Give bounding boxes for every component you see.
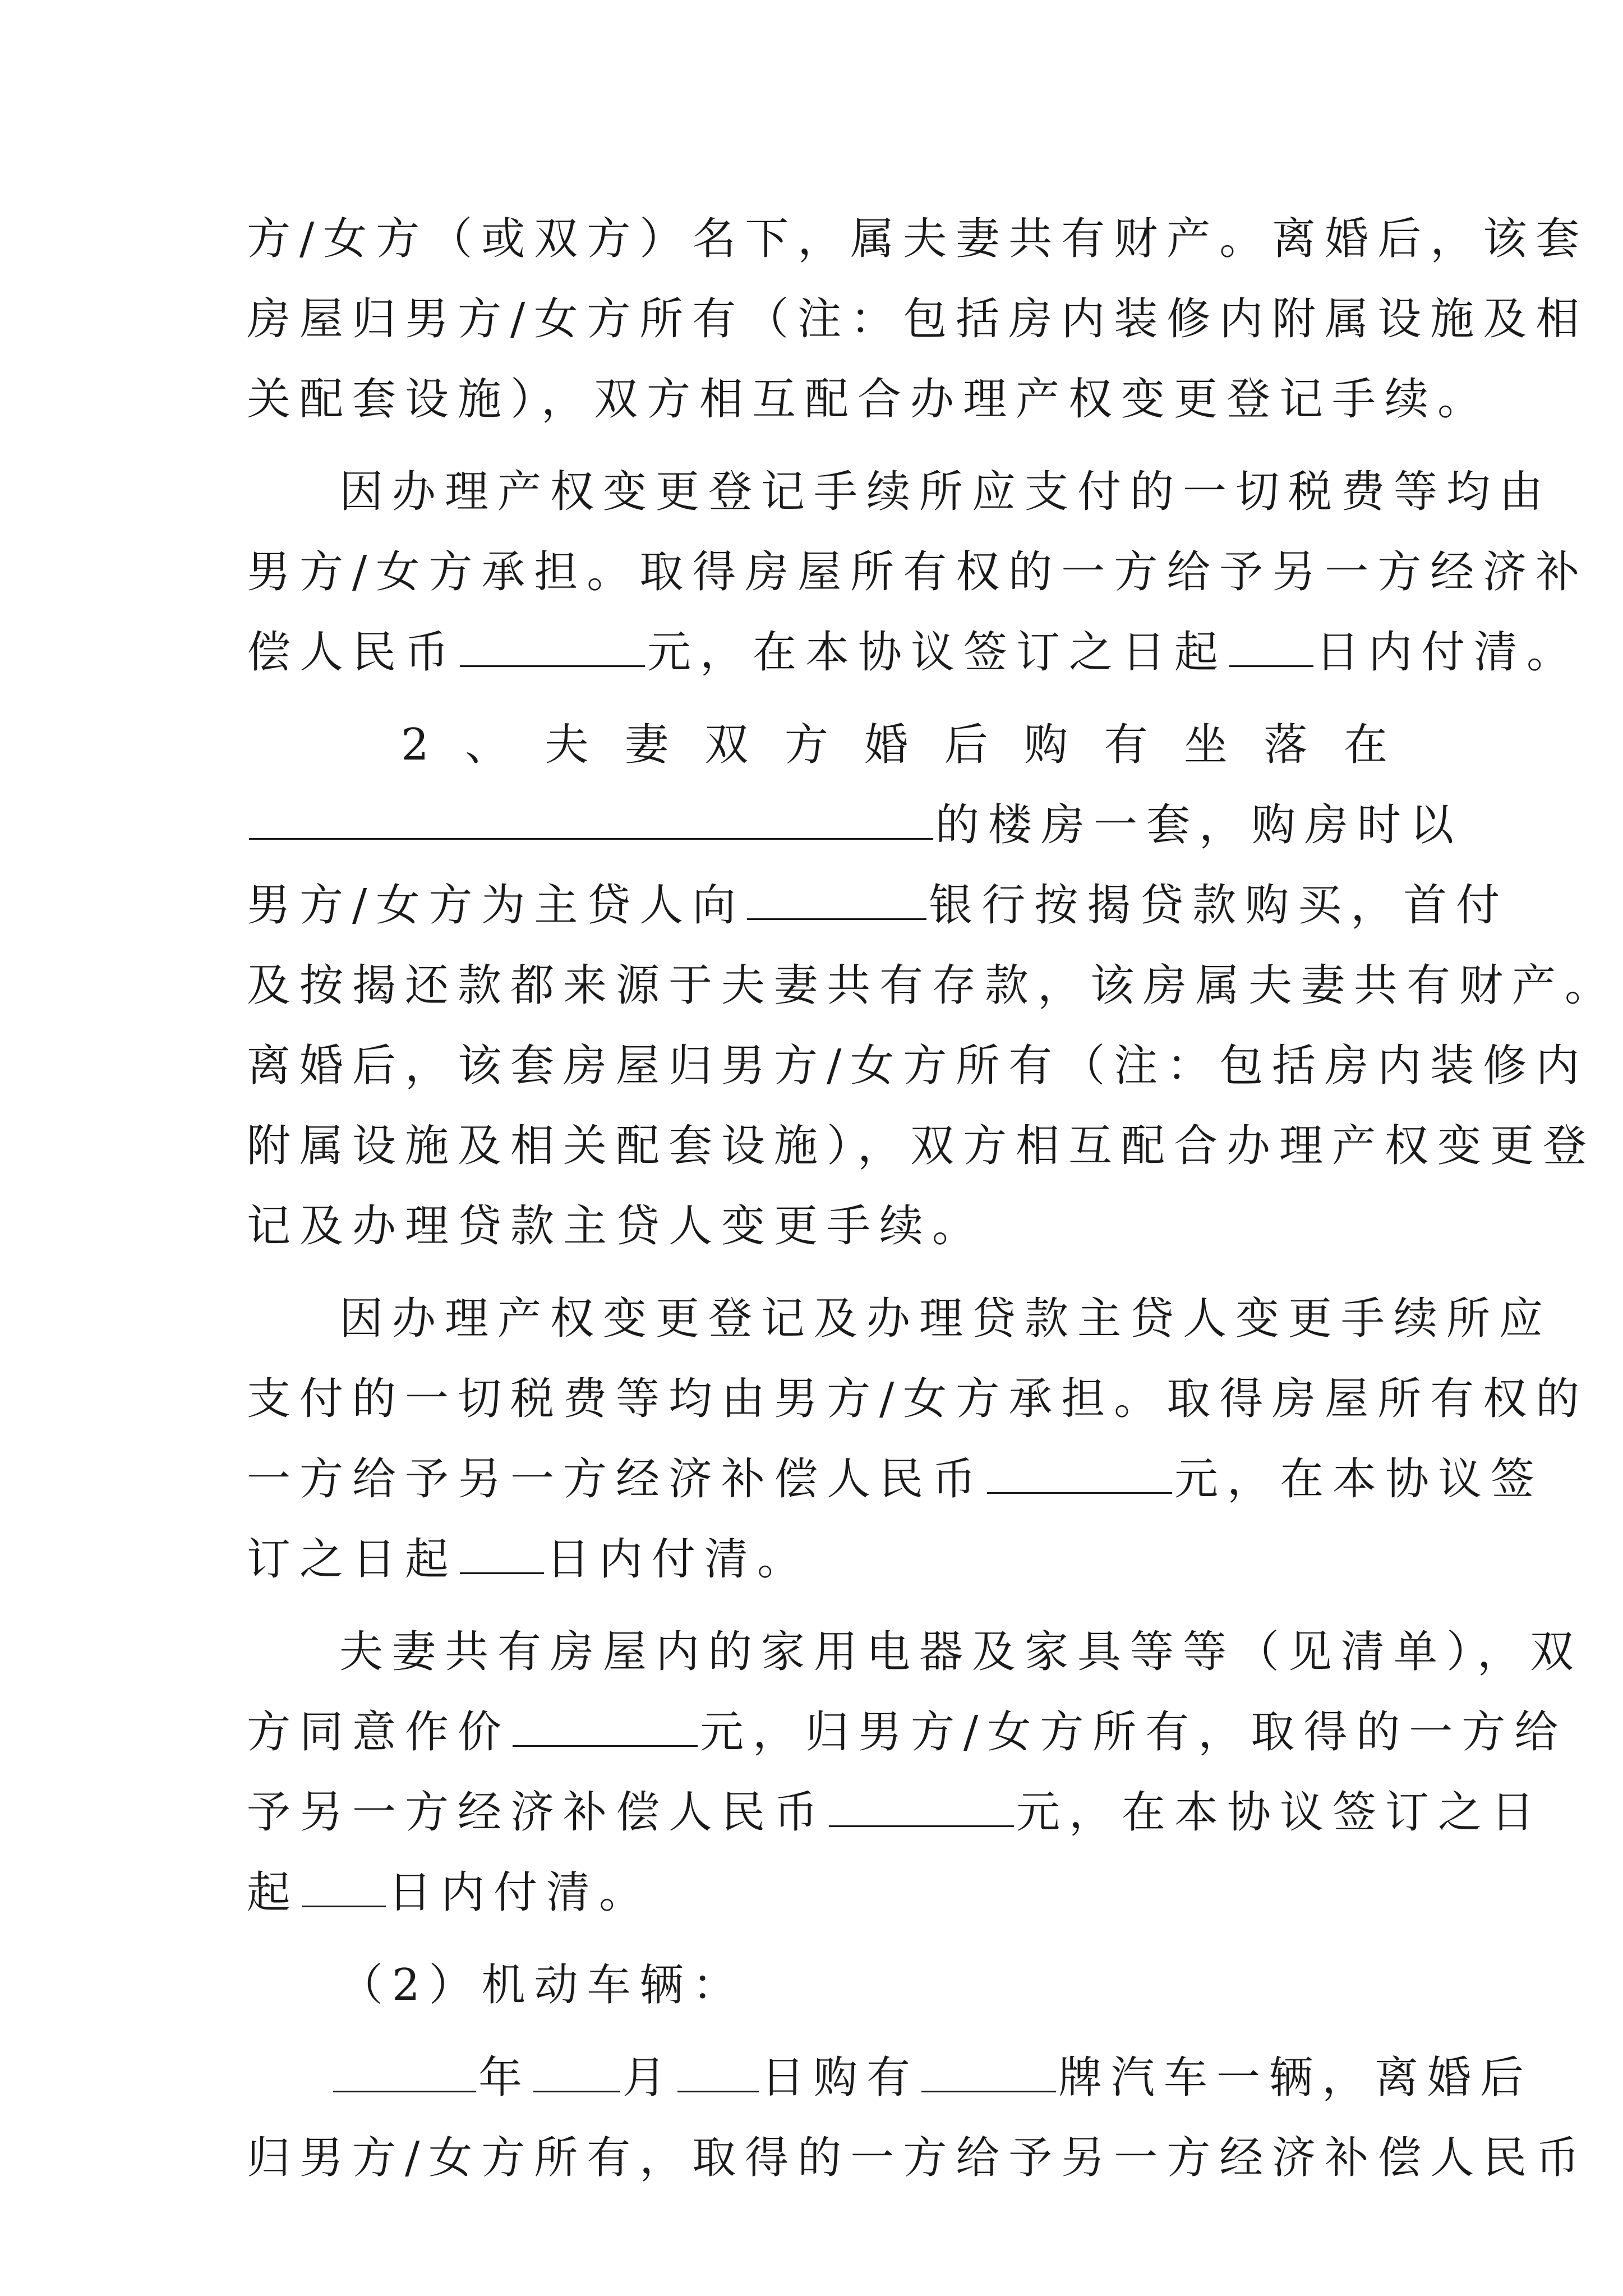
text-segment: 的楼房一套，购房时以 (935, 800, 1463, 850)
bank-blank (747, 879, 926, 920)
text-segment: 元，在本协议签 (1174, 1454, 1544, 1504)
text-segment: 日内付清。 (546, 1534, 810, 1585)
text-segment: 予另一方经济补偿人民币 (247, 1787, 827, 1838)
char: 购 (1024, 720, 1077, 770)
price-blank (513, 1706, 698, 1747)
text-line: 方/女方（或双方）名下，属夫妻共有财产。离婚后，该套 (247, 214, 1589, 264)
text-line: 夫妻共有房屋内的家用电器及家具等等（见清单），双 (339, 1627, 1583, 1677)
paragraph-appliances (247, 1612, 1583, 1933)
text-segment: 男方/女方为主贷人向 (247, 880, 745, 931)
paragraph-mortgage-house (247, 705, 1618, 1267)
text-line: 因办理产权变更登记手续所应支付的一切税费等均由 (339, 467, 1552, 517)
month-blank (533, 2051, 620, 2092)
text-segment: 日内付清。 (388, 1867, 652, 1918)
text-segment: 牌汽车一辆，离婚后 (1058, 2053, 1533, 2103)
days-blank (1229, 626, 1313, 667)
char: 婚 (864, 720, 917, 770)
text-segment: 起 (247, 1867, 300, 1918)
paragraph-tax-fees (247, 452, 1589, 693)
char: 、 (465, 720, 518, 770)
text-line: 及按揭还款都来源于夫妻共有存款，该房属夫妻共有财产。 (247, 960, 1618, 1011)
text-line: 男方/女方承担。取得房屋所有权的一方给予另一方经济补 (247, 547, 1589, 597)
text-line: 附属设施及相关配套设施），双方相互配合办理产权变更登 (247, 1121, 1596, 1171)
char: 夫 (545, 720, 598, 770)
text-line: 关配套设施），双方相互配合办理产权变更登记手续。 (247, 374, 1491, 425)
text-segment: 订之日起 (247, 1534, 458, 1585)
text-line (247, 1853, 1396, 1933)
char: 方 (784, 720, 837, 770)
text-line (247, 1439, 1544, 1520)
day-blank (677, 2051, 759, 2092)
char: 后 (944, 720, 997, 770)
address-blank (249, 799, 933, 840)
char: 坐 (1184, 720, 1237, 770)
text-segment: 元，归男方/女方所有，取得的一方给 (700, 1707, 1567, 1757)
amount-blank (987, 1453, 1172, 1494)
text-segment: 元，在本协议签订之日起 (647, 627, 1228, 678)
text-line (247, 613, 1580, 693)
days-blank (460, 1533, 544, 1574)
brand-blank (921, 2051, 1056, 2092)
days-blank (302, 1866, 386, 1907)
text-segment: 方同意作价 (247, 1707, 511, 1757)
paragraph-house-ownership (247, 199, 1589, 440)
text-line: 归男方/女方所有，取得的一方给予另一方经济补偿人民币 (247, 2133, 1589, 2183)
text-segment: 月 (623, 2053, 676, 2103)
text-line (247, 1773, 1544, 1853)
year-blank (333, 2051, 476, 2092)
paragraph-vehicle (247, 2038, 1589, 2198)
text-line (247, 1520, 1396, 1600)
text-line: 支付的一切税费等均由男方/女方承担。取得房屋所有权的 (247, 1374, 1589, 1424)
text-segment: 年 (478, 2053, 532, 2103)
text-line: 离婚后，该套房屋归男方/女方所有（注：包括房内装修内 (247, 1041, 1589, 1091)
section-heading-vehicles (247, 1945, 1396, 2026)
paragraph-mortgage-fees (247, 1279, 1589, 1600)
text-line-spread (247, 705, 1396, 785)
text-segment: 银行按揭贷款购买，首付 (929, 880, 1509, 931)
char: 妻 (624, 720, 677, 770)
char: 双 (704, 720, 758, 770)
text-segment: 日内付清。 (1316, 627, 1580, 678)
text-line: （2）机动车辆： (339, 1960, 745, 2010)
text-segment: 一方给予另一方经济补偿人民币 (247, 1454, 985, 1504)
text-line (247, 2038, 1533, 2118)
text-line (247, 866, 1509, 946)
text-segment: 元，在本协议签订之日 (1016, 1787, 1544, 1838)
text-segment: 偿人民币 (247, 627, 458, 678)
text-line: 记及办理贷款主贷人变更手续。 (247, 1201, 985, 1251)
text-line (247, 1692, 1567, 1773)
text-line: 房屋归男方/女方所有（注：包括房内装修内附属设施及相 (247, 294, 1589, 344)
text-line (247, 785, 1463, 866)
text-line: 因办理产权变更登记及办理贷款主贷人变更手续所应 (339, 1294, 1552, 1344)
amount-blank (829, 1786, 1014, 1827)
text-segment: 日购有 (761, 2053, 920, 2103)
char: 2 (401, 720, 438, 770)
char: 有 (1104, 720, 1157, 770)
char: 落 (1264, 720, 1317, 770)
char: 在 (1343, 720, 1396, 770)
amount-blank (460, 626, 645, 667)
agreement-body (247, 199, 1618, 2198)
